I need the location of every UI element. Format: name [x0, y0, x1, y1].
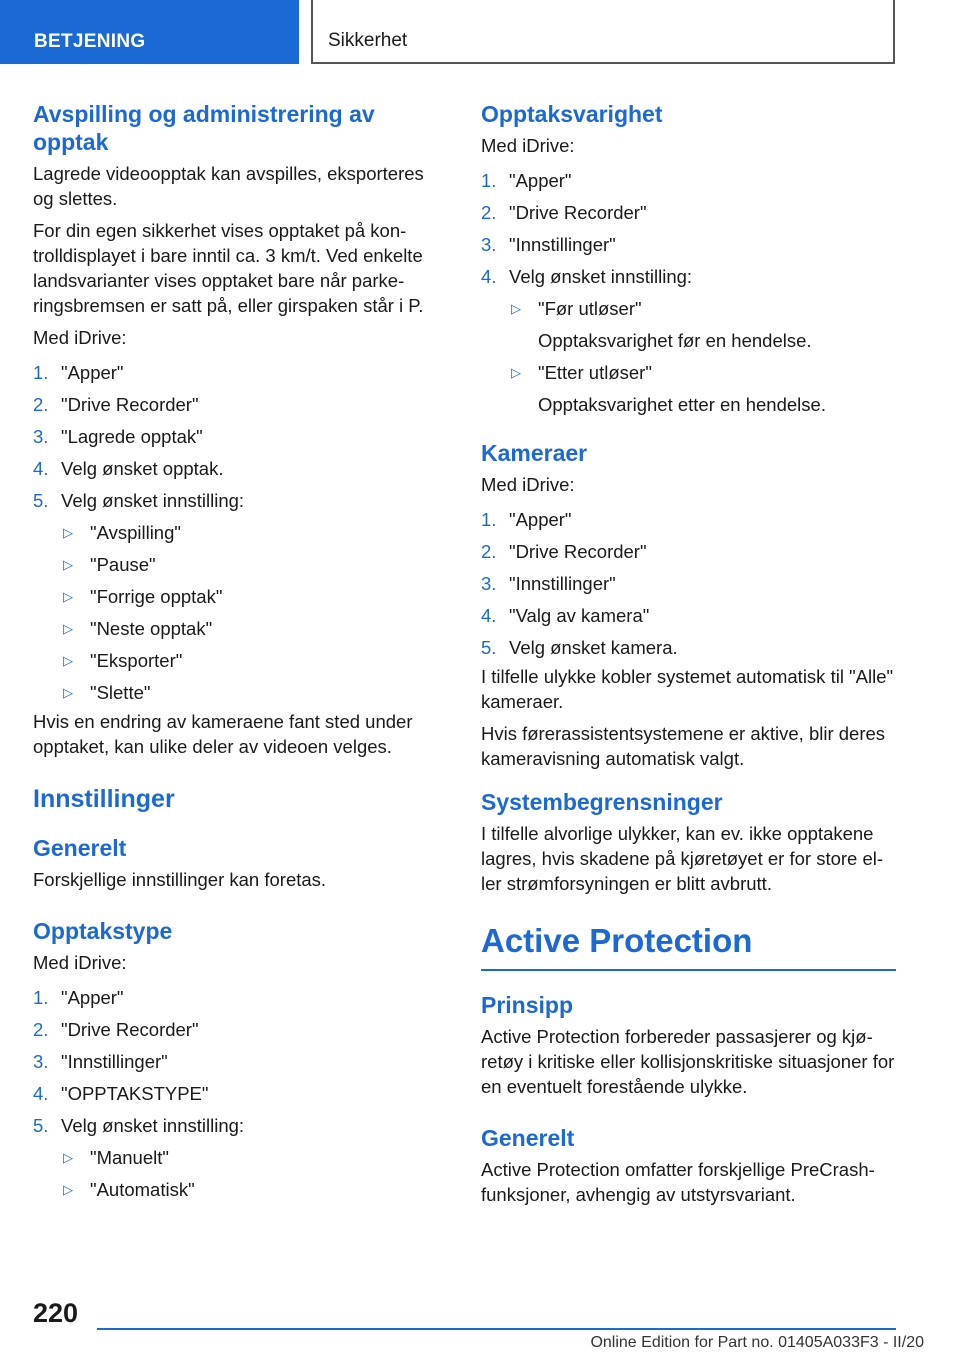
left-column — [33, 100, 438, 1206]
playback-steps — [33, 357, 438, 517]
triangle-bullet-icon: ▷ — [63, 525, 73, 540]
list-item: 5. Velg ønsket innstilling: — [33, 1115, 245, 1136]
option-description: Opptaksvarighet før en hendelse. — [538, 330, 812, 351]
paragraph: Med iDrive: — [33, 952, 127, 973]
list-item: 2. "Drive Recorder" — [481, 202, 647, 223]
heading-playback: Avspilling og administrering av opptak — [33, 101, 375, 155]
paragraph: Active Protection forbereder passasjerer og kjøretøy i kritiske eller kollisjonskritiske situasjoner for en eventuelt forestående ulykke. — [481, 1026, 895, 1097]
list-item: 3. "Innstillinger" — [481, 573, 616, 594]
heading-principle: Prinsipp — [481, 992, 574, 1018]
triangle-bullet-icon: ▷ — [511, 301, 521, 316]
list-item: 1. "Apper" — [481, 509, 572, 530]
paragraph: Med iDrive: — [33, 327, 127, 348]
paragraph: Hvis en endring av kameraene fant sted under opptaket, kan ulike deler av videoen velges. — [33, 711, 413, 757]
playback-options — [33, 517, 438, 709]
paragraph: I tilfelle ulykke kobler systemet automatisk til "Alle" kameraer. — [481, 666, 894, 712]
paragraph: I tilfelle alvorlige ulykker, kan ev. ikke opptakene lagres, hvis skadene på kjøretøyet er for store eller strømforsyningen er blitt avbrutt. — [481, 823, 884, 894]
list-item: 3. "Innstillinger" — [481, 234, 616, 255]
heading-duration: Opptaksvarighet — [481, 101, 663, 127]
list-item: 5. Velg ønsket kamera. — [481, 637, 678, 658]
triangle-bullet-icon: ▷ — [63, 1150, 73, 1165]
triangle-bullet-icon: ▷ — [63, 621, 73, 636]
list-item: ▷ "Forrige opptak" — [33, 581, 438, 613]
triangle-bullet-icon: ▷ — [511, 365, 521, 380]
list-item: ▷ "Etter utløser" — [481, 357, 896, 389]
list-item: 5. Velg ønsket innstilling: — [33, 490, 245, 511]
right-column — [481, 100, 896, 1214]
paragraph: Hvis førerassistentsystemene er aktive, blir deres kameravisning automatisk valgt. — [481, 723, 886, 769]
list-item: ▷ "Eksporter" — [33, 645, 438, 677]
triangle-bullet-icon: ▷ — [63, 589, 73, 604]
heading-general-2: Generelt — [481, 1125, 575, 1151]
list-item: ▷ "Pause" — [33, 549, 438, 581]
type-options — [33, 1142, 438, 1206]
heading-general: Generelt — [33, 835, 127, 861]
heading-cameras: Kameraer — [481, 440, 588, 466]
list-item: ▷ "Neste opptak" — [33, 613, 438, 645]
list-item: 2. "Drive Recorder" — [481, 541, 647, 562]
subsection-title: Sikkerhet — [311, 0, 895, 64]
list-item: 4. "OPPTAKSTYPE" — [33, 1083, 209, 1104]
list-item: ▷ "Automatisk" — [33, 1174, 438, 1206]
heading-active-protection: Active Protection — [481, 921, 896, 971]
list-item: 4. "Valg av kamera" — [481, 605, 650, 626]
heading-recording-type: Opptakstype — [33, 918, 173, 944]
paragraph: Med iDrive: — [481, 135, 575, 156]
list-item: ▷ "Manuelt" — [33, 1142, 438, 1174]
triangle-bullet-icon: ▷ — [63, 1182, 73, 1197]
paragraph: For din egen sikkerhet vises opptaket på kontrolldisplayet i bare inntil ca. 3 km/t. Ved enkelte landsvarianter vises opptaket bare når parkeringsbremsen er satt på, eller girspaken står i P. — [33, 220, 424, 316]
list-item: 4. Velg ønsket innstilling: — [481, 266, 693, 287]
list-item: 1. "Apper" — [481, 170, 572, 191]
heading-limitations: Systembegrensninger — [481, 789, 723, 815]
option-description: Opptaksvarighet etter en hendelse. — [538, 394, 826, 415]
footer-divider — [97, 1328, 896, 1330]
section-tab: BETJENING — [0, 0, 299, 64]
list-item: 4. Velg ønsket opptak. — [33, 458, 224, 479]
list-item: 2. "Drive Recorder" — [33, 394, 199, 415]
list-item: 2. "Drive Recorder" — [33, 1019, 199, 1040]
paragraph: Med iDrive: — [481, 474, 575, 495]
type-steps — [33, 982, 438, 1142]
list-item: ▷ "Før utløser" — [481, 293, 896, 325]
camera-steps — [481, 504, 896, 664]
list-item: 1. "Apper" — [33, 987, 124, 1008]
footer-edition: Online Edition for Part no. 01405A033F3 - II/20 — [590, 1334, 924, 1351]
paragraph: Lagrede videoopptak kan avspilles, eksporteres og slettes. — [33, 163, 424, 209]
duration-steps — [481, 165, 896, 293]
list-item: 3. "Innstillinger" — [33, 1051, 168, 1072]
paragraph: Active Protection omfatter forskjellige PreCrash-funksjoner, avhengig av utstyrsvariant. — [481, 1159, 875, 1205]
list-item: ▷ "Avspilling" — [33, 517, 438, 549]
list-item: ▷ "Slette" — [33, 677, 438, 709]
page-number: 220 — [33, 1298, 79, 1328]
list-item: 3. "Lagrede opptak" — [33, 426, 203, 447]
duration-options — [481, 293, 896, 325]
list-item: 1. "Apper" — [33, 362, 124, 383]
heading-settings: Innstillinger — [33, 785, 175, 813]
paragraph: Forskjellige innstillinger kan foretas. — [33, 869, 327, 890]
triangle-bullet-icon: ▷ — [63, 653, 73, 668]
triangle-bullet-icon: ▷ — [63, 685, 73, 700]
triangle-bullet-icon: ▷ — [63, 557, 73, 572]
